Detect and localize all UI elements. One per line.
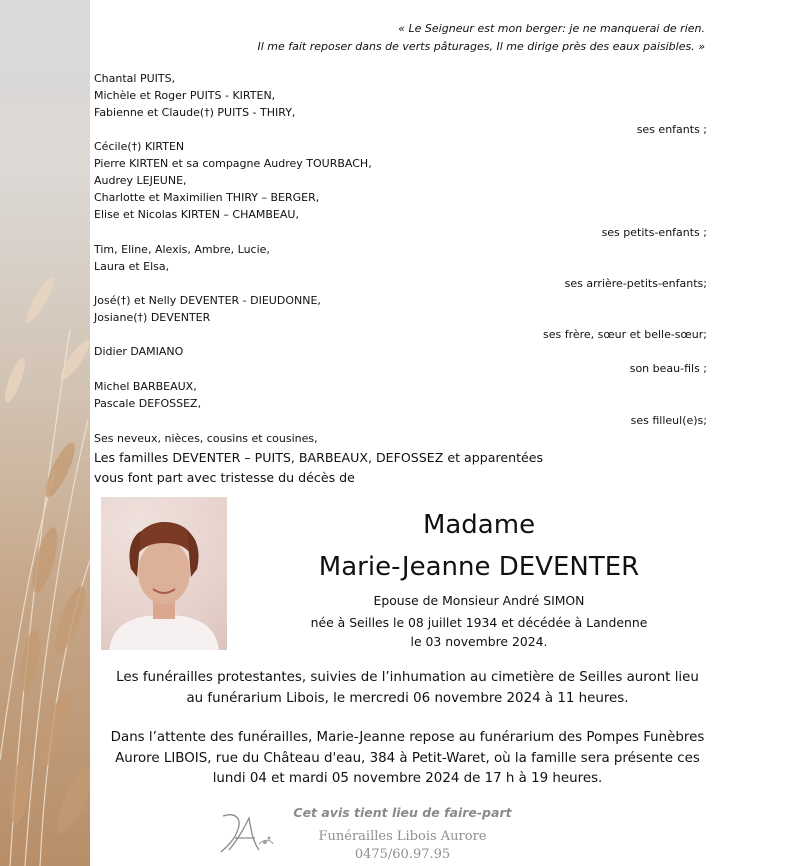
deceased-title: Madame [422,510,536,540]
death-line: le 03 novembre 2024. [410,634,548,649]
visitation-line-2: Aurore LIBOIS, rue du Château d'eau, 384 à Petit-Waret, où la famille sera présente ces [115,750,700,766]
portrait-illustration [101,497,227,650]
footer-company: Funérailles Libois Aurore [318,829,487,844]
verse-line-2: Il me fait reposer dans de verts pâturages, Il me dirige près des eaux paisibles. » [257,40,705,53]
visitation-line-3: lundi 04 et mardi 05 novembre 2024 de 17 h à 19 heures. [212,771,603,786]
family-name: Audrey LEJEUNE, [94,174,187,187]
visitation-paragraph [95,728,720,790]
closing-line-2: Les familles DEVENTER – PUITS, BARBEAUX, DEFOSSEZ et apparentées [94,450,544,465]
grass-illustration [0,0,90,866]
family-name: Josiane(†) DEVENTER [94,311,211,324]
family-name: Laura et Elsa, [94,260,170,273]
relation-label: ses enfants ; [636,123,707,136]
family-name: Tim, Eline, Alexis, Ambre, Lucie, [94,243,270,256]
relation-label: ses frère, sœur et belle-sœur; [542,328,707,341]
family-name: Didier DAMIANO [94,345,184,358]
family-name: Michèle et Roger PUITS - KIRTEN, [94,89,276,102]
birth-line: née à Seilles le 08 juillet 1934 et décédée à Landenne [310,615,648,630]
family-name: Charlotte et Maximilien THIRY – BERGER, [94,191,320,204]
family-name: Cécile(†) KIRTEN [94,140,185,153]
family-name: Pierre KIRTEN et sa compagne Audrey TOURBACH, [94,157,372,170]
relation-label: son beau-fils ; [629,362,707,375]
verse-line-1: « Le Seigneur est mon berger: je ne manquerai de rien. [398,22,705,35]
closing-line-1: Ses neveux, nièces, cousins et cousines, [94,432,318,445]
funeral-paragraph [95,668,720,709]
relation-label: ses petits-enfants ; [601,226,707,239]
funeral-line-2: au funérarium Libois, le mercredi 06 novembre 2024 à 11 heures. [186,690,629,706]
relation-label: ses filleul(e)s; [630,414,707,427]
portrait-photo [101,497,227,650]
decorative-grass-strip [0,0,90,866]
family-name: Chantal PUITS, [94,72,176,85]
relation-label: ses arrière-petits-enfants; [564,277,707,290]
family-name: José(†) et Nelly DEVENTER - DIEUDONNE, [94,294,321,307]
family-name: Pascale DEFOSSEZ, [94,397,202,410]
spouse-line: Epouse de Monsieur André SIMON [373,593,585,608]
deceased-name: Marie-Jeanne DEVENTER [318,552,640,582]
footer-note: Cet avis tient lieu de faire-part [293,805,512,820]
family-name: Michel BARBEAUX, [94,380,197,393]
footer-phone: 0475/60.97.95 [354,847,451,862]
closing-line-3: vous font part avec tristesse du décès de [94,470,355,485]
family-name: Elise et Nicolas KIRTEN – CHAMBEAU, [94,208,299,221]
visitation-line-1: Dans l’attente des funérailles, Marie-Jeanne repose au funérarium des Pompes Funèbres [110,730,705,745]
family-name: Fabienne et Claude(†) PUITS - THIRY, [94,106,296,119]
funeral-line-1: Les funérailles protestantes, suivies de l’inhumation au cimetière de Seilles auront lieu [116,670,699,685]
